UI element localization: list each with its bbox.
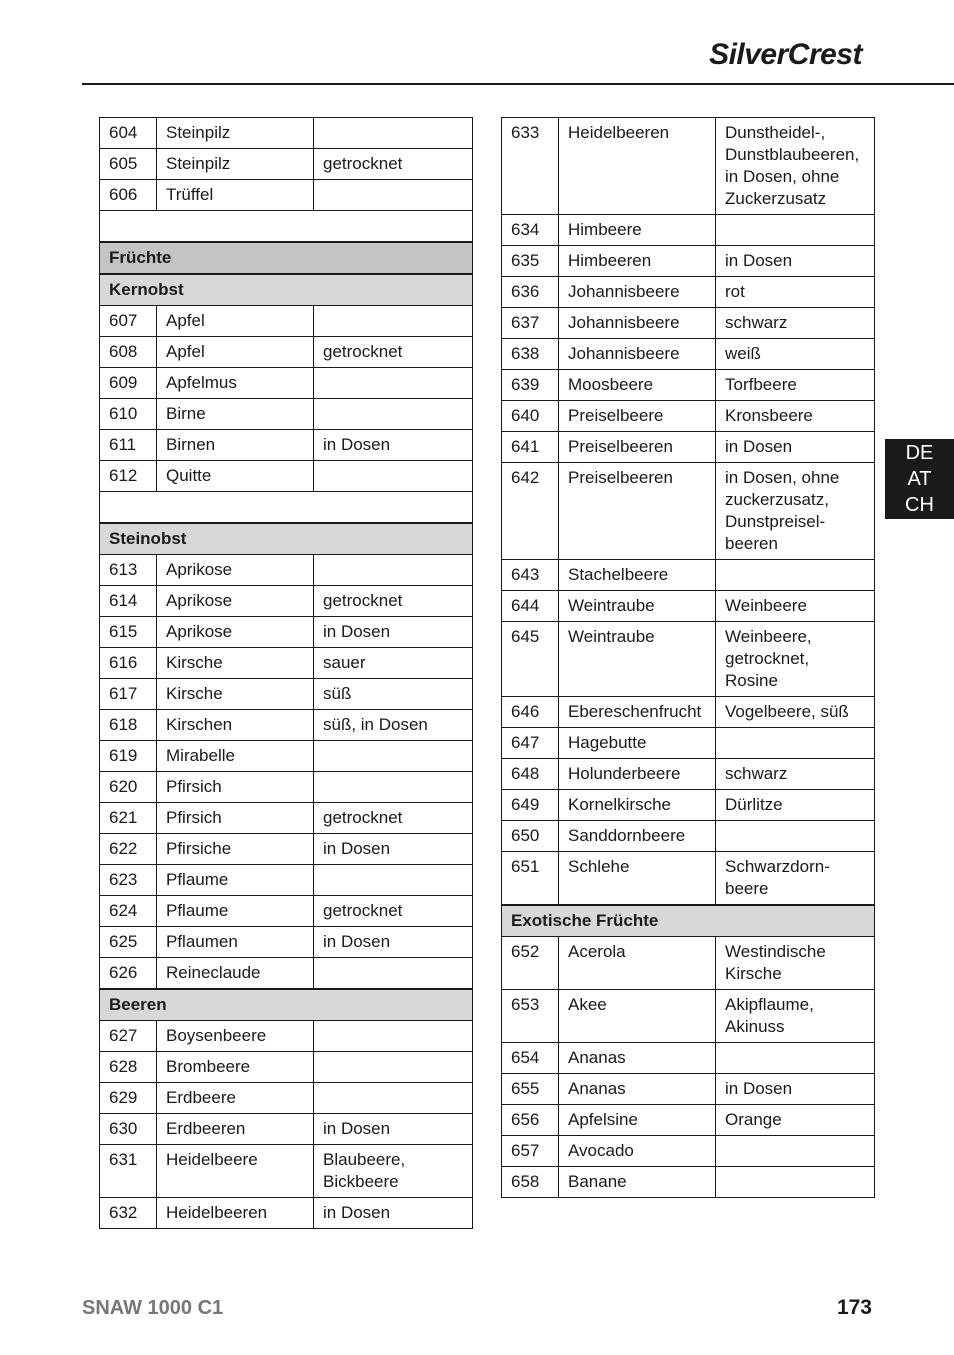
item-note: in Dosen (314, 1114, 473, 1145)
item-note: süß (314, 679, 473, 710)
item-note (314, 180, 473, 211)
table-row (502, 1043, 875, 1074)
model-name: SNAW 1000 C1 (82, 1297, 224, 1319)
table-row (502, 852, 875, 906)
item-number: 606 (100, 180, 157, 211)
item-name: Birne (157, 399, 314, 430)
item-number: 615 (100, 617, 157, 648)
item-note: Weinbeere (716, 591, 875, 622)
item-number: 614 (100, 586, 157, 617)
item-note (716, 1167, 875, 1198)
table-row (502, 790, 875, 821)
item-name: Hagebutte (559, 728, 716, 759)
item-note (314, 741, 473, 772)
item-number: 620 (100, 772, 157, 803)
item-note (314, 461, 473, 492)
item-name: Kirsche (157, 648, 314, 679)
spacer-cell (100, 211, 473, 243)
item-name: Pflaume (157, 865, 314, 896)
item-name: Steinpilz (157, 149, 314, 180)
table-row (502, 1167, 875, 1198)
item-number: 649 (502, 790, 559, 821)
item-number: 653 (502, 990, 559, 1043)
item-number: 633 (502, 118, 559, 215)
table-row (502, 697, 875, 728)
item-number: 646 (502, 697, 559, 728)
table-row (502, 990, 875, 1043)
table-row (502, 401, 875, 432)
item-note: sauer (314, 648, 473, 679)
item-note: in Dosen (314, 927, 473, 958)
item-number: 617 (100, 679, 157, 710)
item-note: in Dosen (314, 617, 473, 648)
item-name: Himbeere (559, 215, 716, 246)
item-note: weiß (716, 339, 875, 370)
spacer-row (100, 211, 473, 243)
item-number: 630 (100, 1114, 157, 1145)
item-name: Kirsche (157, 679, 314, 710)
table-row (502, 246, 875, 277)
category-heading: Beeren (100, 989, 473, 1021)
item-note: Torfbeere (716, 370, 875, 401)
item-name: Reineclaude (157, 958, 314, 990)
table-row (502, 277, 875, 308)
item-note: süß, in Dosen (314, 710, 473, 741)
item-name: Aprikose (157, 555, 314, 586)
table-row (502, 937, 875, 990)
item-note: Schwarzdorn- beere (716, 852, 875, 906)
item-note: getrocknet (314, 149, 473, 180)
item-name: Schlehe (559, 852, 716, 906)
item-note (716, 1136, 875, 1167)
item-number: 637 (502, 308, 559, 339)
item-name: Heidelbeeren (559, 118, 716, 215)
table-row (100, 368, 473, 399)
item-number: 631 (100, 1145, 157, 1198)
item-number: 641 (502, 432, 559, 463)
item-note (314, 306, 473, 337)
item-name: Kornelkirsche (559, 790, 716, 821)
table-row (502, 591, 875, 622)
item-note (314, 399, 473, 430)
item-note (314, 368, 473, 399)
table-row (502, 759, 875, 790)
table-row (100, 1083, 473, 1114)
table-row (100, 958, 473, 990)
item-name: Johannisbeere (559, 339, 716, 370)
table-row (502, 622, 875, 697)
item-name: Preiselbeeren (559, 432, 716, 463)
table-row (100, 555, 473, 586)
item-note: getrocknet (314, 586, 473, 617)
spacer-row (100, 492, 473, 524)
item-name: Pfirsiche (157, 834, 314, 865)
table-row (100, 1114, 473, 1145)
item-note (314, 1083, 473, 1114)
item-note: in Dosen (314, 430, 473, 461)
item-note (716, 1043, 875, 1074)
item-number: 642 (502, 463, 559, 560)
item-name: Stachelbeere (559, 560, 716, 591)
item-note: in Dosen, ohne zuckerzusatz, Dunstpreisel- beeren (716, 463, 875, 560)
item-note: rot (716, 277, 875, 308)
item-number: 627 (100, 1021, 157, 1052)
item-number: 651 (502, 852, 559, 906)
item-number: 613 (100, 555, 157, 586)
table-row (502, 560, 875, 591)
item-note (716, 560, 875, 591)
language-code: DE (905, 442, 934, 464)
item-number: 625 (100, 927, 157, 958)
category-heading-row (100, 523, 473, 555)
item-number: 616 (100, 648, 157, 679)
item-number: 610 (100, 399, 157, 430)
item-note (716, 215, 875, 246)
table-row (100, 803, 473, 834)
item-number: 644 (502, 591, 559, 622)
section-heading-row (100, 242, 473, 274)
table-row (502, 1136, 875, 1167)
table-row (100, 648, 473, 679)
item-name: Johannisbeere (559, 308, 716, 339)
table-row (100, 149, 473, 180)
item-number: 607 (100, 306, 157, 337)
section-heading: Früchte (100, 242, 473, 274)
item-note (314, 118, 473, 149)
item-number: 657 (502, 1136, 559, 1167)
item-number: 609 (100, 368, 157, 399)
table-row (100, 118, 473, 149)
item-name: Erdbeeren (157, 1114, 314, 1145)
table-row (100, 337, 473, 368)
table-row (100, 617, 473, 648)
item-note (314, 772, 473, 803)
page-number: 173 (836, 1296, 872, 1319)
item-note: Westindische Kirsche (716, 937, 875, 990)
table-row (502, 1105, 875, 1136)
table-row (100, 461, 473, 492)
table-row (502, 370, 875, 401)
item-number: 634 (502, 215, 559, 246)
header-divider (82, 83, 954, 85)
item-name: Johannisbeere (559, 277, 716, 308)
item-number: 611 (100, 430, 157, 461)
item-name: Apfelsine (559, 1105, 716, 1136)
food-table-left (99, 117, 473, 1229)
item-number: 629 (100, 1083, 157, 1114)
item-note: schwarz (716, 308, 875, 339)
item-name: Preiselbeeren (559, 463, 716, 560)
table-row (502, 339, 875, 370)
item-name: Trüffel (157, 180, 314, 211)
item-note (716, 821, 875, 852)
item-note: in Dosen (716, 432, 875, 463)
table-row (100, 741, 473, 772)
item-name: Weintraube (559, 622, 716, 697)
category-heading: Exotische Früchte (502, 905, 875, 937)
item-number: 640 (502, 401, 559, 432)
item-name: Heidelbeeren (157, 1198, 314, 1229)
item-number: 643 (502, 560, 559, 591)
item-number: 612 (100, 461, 157, 492)
table-row (100, 1145, 473, 1198)
item-number: 636 (502, 277, 559, 308)
item-number: 645 (502, 622, 559, 697)
item-note (314, 1052, 473, 1083)
table-row (100, 1021, 473, 1052)
item-note: in Dosen (314, 834, 473, 865)
table-row (502, 308, 875, 339)
item-number: 635 (502, 246, 559, 277)
food-table-right (501, 117, 875, 1198)
category-heading-row (502, 905, 875, 937)
item-note: Dürlitze (716, 790, 875, 821)
item-name: Himbeeren (559, 246, 716, 277)
item-number: 658 (502, 1167, 559, 1198)
item-note: in Dosen (716, 1074, 875, 1105)
language-code: AT (907, 468, 932, 490)
item-number: 655 (502, 1074, 559, 1105)
table-row (100, 430, 473, 461)
item-note (716, 728, 875, 759)
item-name: Akee (559, 990, 716, 1043)
item-note: Blaubeere, Bickbeere (314, 1145, 473, 1198)
item-name: Erdbeere (157, 1083, 314, 1114)
item-note: getrocknet (314, 337, 473, 368)
item-note: Akipflaume, Akinuss (716, 990, 875, 1043)
item-number: 628 (100, 1052, 157, 1083)
table-row (100, 927, 473, 958)
category-heading: Kernobst (100, 274, 473, 306)
item-name: Aprikose (157, 586, 314, 617)
item-name: Heidelbeere (157, 1145, 314, 1198)
table-row (100, 1198, 473, 1229)
item-note (314, 958, 473, 990)
table-row (502, 1074, 875, 1105)
item-number: 621 (100, 803, 157, 834)
category-heading: Steinobst (100, 523, 473, 555)
table-row (100, 865, 473, 896)
item-number: 604 (100, 118, 157, 149)
brand-logo: SilverCrest (709, 38, 862, 71)
item-name: Apfel (157, 337, 314, 368)
item-note: getrocknet (314, 896, 473, 927)
item-name: Holunderbeere (559, 759, 716, 790)
item-name: Avocado (559, 1136, 716, 1167)
item-name: Kirschen (157, 710, 314, 741)
item-note: Vogelbeere, süß (716, 697, 875, 728)
item-number: 656 (502, 1105, 559, 1136)
table-row (100, 399, 473, 430)
table-row (100, 710, 473, 741)
item-number: 639 (502, 370, 559, 401)
item-name: Acerola (559, 937, 716, 990)
item-note: in Dosen (314, 1198, 473, 1229)
table-row (100, 834, 473, 865)
item-name: Weintraube (559, 591, 716, 622)
table-row (502, 728, 875, 759)
item-note: getrocknet (314, 803, 473, 834)
table-row (502, 215, 875, 246)
table-row (100, 679, 473, 710)
item-note (314, 1021, 473, 1052)
language-tab (885, 439, 954, 519)
item-number: 652 (502, 937, 559, 990)
table-row (100, 180, 473, 211)
table-row (502, 821, 875, 852)
item-name: Ananas (559, 1043, 716, 1074)
item-name: Boysenbeere (157, 1021, 314, 1052)
item-note: Orange (716, 1105, 875, 1136)
item-number: 648 (502, 759, 559, 790)
item-number: 632 (100, 1198, 157, 1229)
item-number: 618 (100, 710, 157, 741)
item-name: Apfelmus (157, 368, 314, 399)
item-note: Kronsbeere (716, 401, 875, 432)
item-name: Steinpilz (157, 118, 314, 149)
item-note: Dunstheidel-, Dunstblaubeeren, in Dosen, ohne Zuckerzusatz (716, 118, 875, 215)
item-name: Banane (559, 1167, 716, 1198)
table-row (100, 586, 473, 617)
item-number: 623 (100, 865, 157, 896)
table-row (100, 306, 473, 337)
item-number: 654 (502, 1043, 559, 1074)
item-name: Pflaumen (157, 927, 314, 958)
language-code: CH (905, 494, 934, 516)
item-number: 608 (100, 337, 157, 368)
item-note: Weinbeere, getrocknet, Rosine (716, 622, 875, 697)
category-heading-row (100, 274, 473, 306)
table-row (502, 118, 875, 215)
table-row (502, 432, 875, 463)
table-row (100, 1052, 473, 1083)
item-name: Sanddornbeere (559, 821, 716, 852)
item-name: Aprikose (157, 617, 314, 648)
item-name: Brombeere (157, 1052, 314, 1083)
category-heading-row (100, 989, 473, 1021)
table-row (502, 463, 875, 560)
item-note: in Dosen (716, 246, 875, 277)
item-number: 638 (502, 339, 559, 370)
table-row (100, 772, 473, 803)
item-number: 626 (100, 958, 157, 990)
table-row (100, 896, 473, 927)
item-name: Pfirsich (157, 772, 314, 803)
item-number: 605 (100, 149, 157, 180)
item-name: Preiselbeere (559, 401, 716, 432)
item-note (314, 555, 473, 586)
item-name: Mirabelle (157, 741, 314, 772)
item-name: Ananas (559, 1074, 716, 1105)
item-note (314, 865, 473, 896)
item-number: 622 (100, 834, 157, 865)
item-name: Apfel (157, 306, 314, 337)
item-note: schwarz (716, 759, 875, 790)
item-number: 650 (502, 821, 559, 852)
item-name: Pfirsich (157, 803, 314, 834)
item-number: 647 (502, 728, 559, 759)
item-name: Quitte (157, 461, 314, 492)
spacer-cell (100, 492, 473, 524)
item-number: 624 (100, 896, 157, 927)
item-name: Moosbeere (559, 370, 716, 401)
item-name: Ebereschenfrucht (559, 697, 716, 728)
item-name: Pflaume (157, 896, 314, 927)
item-number: 619 (100, 741, 157, 772)
item-name: Birnen (157, 430, 314, 461)
